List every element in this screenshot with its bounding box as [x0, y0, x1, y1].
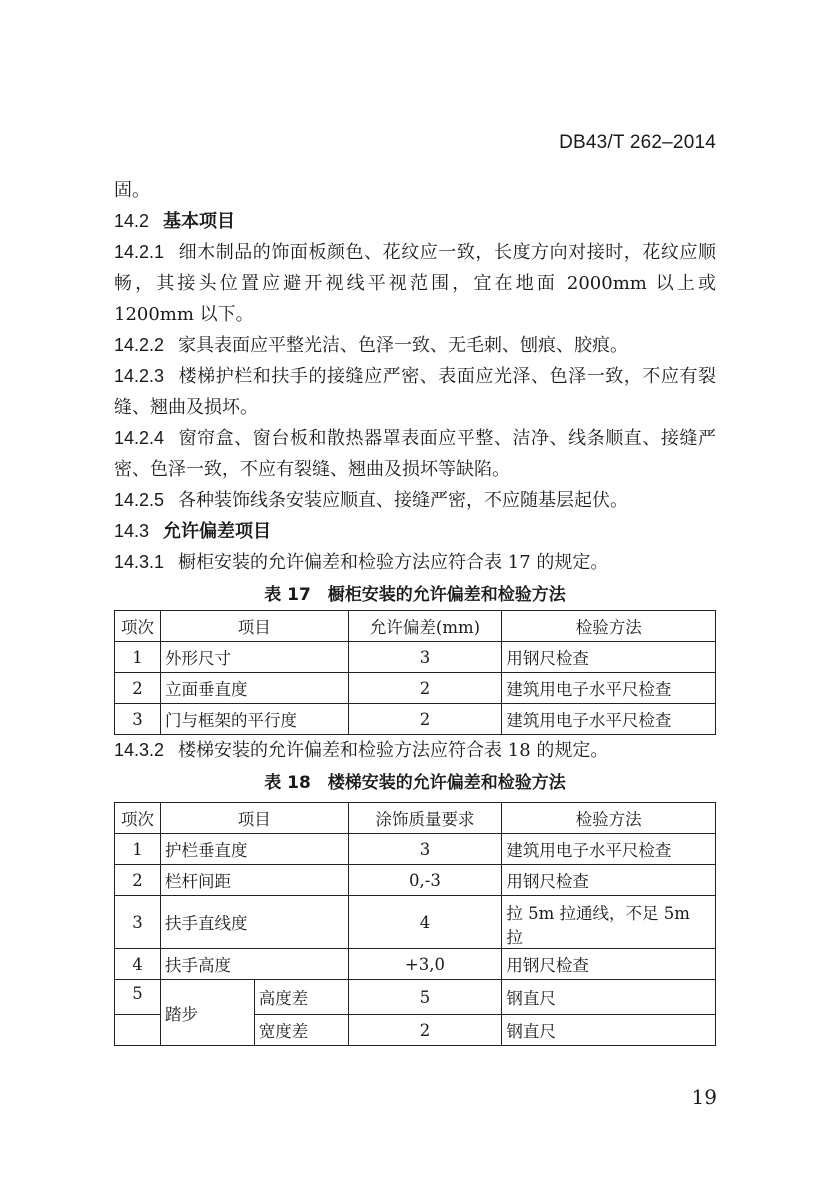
- clause-text: 窗帘盒、窗台板和散热器罩表面应平整、洁净、线条顺直、接缝严密、色泽一致，不应有裂缝、翘曲及损坏等缺陷。: [114, 428, 716, 480]
- table-row: [115, 865, 716, 896]
- clause-14-3-2: [114, 735, 716, 766]
- clause-14-2-1: [114, 237, 716, 330]
- table-cell: 用钢尺检查: [502, 949, 716, 980]
- clause-text: 楼梯安装的允许偏差和检验方法应符合表 18 的规定。: [178, 740, 609, 761]
- table-cell: 4: [115, 949, 161, 980]
- table-cell: 3: [115, 896, 161, 949]
- table-row: [115, 673, 716, 704]
- header-cell: 允许偏差(mm): [348, 611, 502, 642]
- section-title: 基本项目: [163, 211, 236, 232]
- table-cell: 3: [348, 834, 502, 865]
- table-cell: 用钢尺检查: [502, 642, 716, 673]
- clause-14-2-4: [114, 423, 716, 485]
- clause-number: 14.2.3: [114, 366, 165, 386]
- table-row: [115, 834, 716, 865]
- header-cell: 涂饰质量要求: [348, 803, 502, 834]
- clause-number: 14.3.1: [114, 552, 165, 572]
- table-cell: 建筑用电子水平尺检查: [502, 834, 716, 865]
- clause-14-3-1: [114, 547, 716, 578]
- clause-number: 14.2.2: [114, 335, 165, 355]
- section-number: 14.3: [114, 521, 150, 541]
- table-cell: +3,0: [348, 949, 502, 980]
- table-cell: 2: [115, 673, 161, 704]
- table-header-row: [115, 611, 716, 642]
- section-heading-14-3: [114, 516, 716, 547]
- table-row: [115, 949, 716, 980]
- clause-text: 各种装饰线条安装应顺直、接缝严密，不应随基层起伏。: [178, 490, 629, 511]
- table-cell: 栏杆间距: [160, 865, 348, 896]
- section-number: 14.2: [114, 211, 150, 231]
- table-cell: 扶手高度: [160, 949, 348, 980]
- table-cell: 3: [348, 642, 502, 673]
- table-cell: 2: [348, 704, 502, 735]
- table-row: [115, 642, 716, 673]
- table-cell: 建筑用电子水平尺检查: [502, 704, 716, 735]
- clause-14-2-5: [114, 485, 716, 516]
- table-cell: 钢直尺: [502, 1015, 716, 1046]
- document-id: DB43/T 262–2014: [559, 132, 716, 153]
- clause-number: 14.2.4: [114, 428, 165, 448]
- table-cell: 外形尺寸: [160, 642, 348, 673]
- paragraph-continuation: 固。: [114, 180, 150, 201]
- table-cell: 0,-3: [348, 865, 502, 896]
- table-cell: 5: [115, 980, 161, 1015]
- section-title: 允许偏差项目: [163, 521, 272, 542]
- header-cell: 检验方法: [502, 803, 716, 834]
- table-17: [114, 610, 716, 735]
- table-cell: 宽度差: [254, 1015, 348, 1046]
- table-cell: 门与框架的平行度: [160, 704, 348, 735]
- table-cell: 5: [348, 980, 502, 1015]
- table-cell: 护栏垂直度: [160, 834, 348, 865]
- clause-14-2-2: [114, 330, 716, 361]
- page-content: [114, 175, 716, 1046]
- header-cell: 项目: [160, 803, 348, 834]
- table-cell: 4: [348, 896, 502, 949]
- table-cell: 立面垂直度: [160, 673, 348, 704]
- table-cell: [115, 1015, 161, 1046]
- header-cell: 项次: [115, 803, 161, 834]
- clause-text: 家具表面应平整光洁、色泽一致、无毛刺、刨痕、胶痕。: [178, 335, 629, 356]
- table-cell: 2: [348, 673, 502, 704]
- table-cell: 2: [115, 865, 161, 896]
- clause-14-2-3: [114, 361, 716, 423]
- table-cell: 钢直尺: [502, 980, 716, 1015]
- table-cell: 建筑用电子水平尺检查: [502, 673, 716, 704]
- table-18-title: 表 18 楼梯安装的允许偏差和检验方法: [264, 773, 566, 793]
- table-cell: 1: [115, 642, 161, 673]
- table-17-title: 表 17 橱柜安装的允许偏差和检验方法: [264, 585, 566, 605]
- table-row: [115, 704, 716, 735]
- clause-text: 橱柜安装的允许偏差和检验方法应符合表 17 的规定。: [178, 552, 609, 573]
- table-row: [115, 980, 716, 1015]
- page-number: 19: [691, 1085, 717, 1109]
- header-cell: 项目: [160, 611, 348, 642]
- header-cell: 项次: [115, 611, 161, 642]
- table-row: [115, 896, 716, 949]
- table-header-row: [115, 803, 716, 834]
- clause-number: 14.2.1: [114, 242, 165, 262]
- clause-text: 楼梯护栏和扶手的接缝应严密、表面应光泽、色泽一致，不应有裂缝、翘曲及损坏。: [114, 366, 716, 418]
- table-cell: 1: [115, 834, 161, 865]
- clause-number: 14.3.2: [114, 740, 165, 760]
- header-cell: 检验方法: [502, 611, 716, 642]
- clause-number: 14.2.5: [114, 490, 165, 510]
- table-cell: 扶手直线度: [160, 896, 348, 949]
- table-cell: 3: [115, 704, 161, 735]
- section-heading-14-2: [114, 206, 716, 237]
- table-cell: 高度差: [254, 980, 348, 1015]
- table-cell: 拉 5m 拉通线，不足 5m 拉: [502, 896, 716, 949]
- table-18: [114, 802, 716, 1046]
- table-cell: 踏步: [160, 980, 254, 1046]
- table-cell: 用钢尺检查: [502, 865, 716, 896]
- table-cell: 2: [348, 1015, 502, 1046]
- clause-text: 细木制品的饰面板颜色、花纹应一致，长度方向对接时，花纹应顺畅，其接头位置应避开视线平视范围，宜在地面 2000mm 以上或1200mm 以下。: [114, 242, 716, 325]
